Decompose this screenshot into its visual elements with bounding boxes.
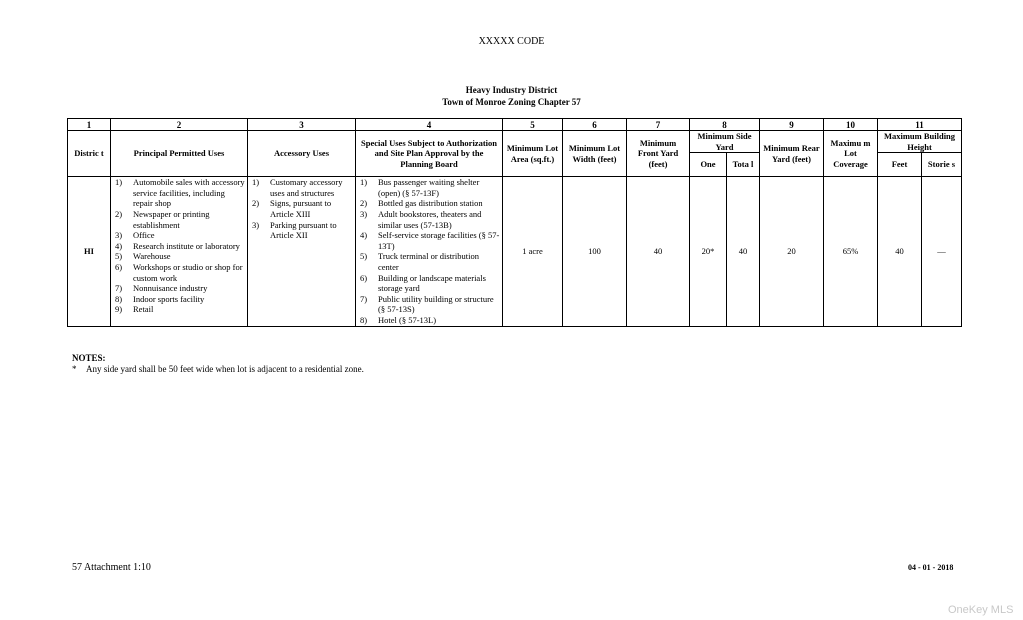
attachment-label: 57 Attachment 1:10 bbox=[72, 562, 151, 573]
header-height-stories: Storie s bbox=[922, 153, 962, 177]
column-number: 5 bbox=[503, 119, 563, 131]
item-text: Newspaper or printing establishment bbox=[133, 208, 210, 230]
header-rear-yard: Minimum Rear Yard (feet) bbox=[760, 131, 824, 177]
note-text: Any side yard shall be 50 feet wide when lot is adjacent to a residential zone. bbox=[86, 364, 364, 374]
item-number: 4) bbox=[115, 240, 123, 251]
list-item bbox=[250, 220, 353, 241]
column-number: 2 bbox=[111, 119, 248, 131]
item-number: 6) bbox=[360, 272, 368, 283]
list-item bbox=[358, 230, 500, 251]
notes-section bbox=[72, 353, 364, 375]
header-building-height: Maximum Building Height bbox=[878, 131, 962, 153]
list-item bbox=[113, 251, 245, 262]
list-item bbox=[358, 273, 500, 294]
item-text: Adult bookstores, theaters and similar uses (57-13B) bbox=[378, 208, 482, 230]
item-text: Nonnuisance industry bbox=[133, 283, 208, 294]
table-subtitle: Town of Monroe Zoning Chapter 57 bbox=[442, 97, 581, 107]
item-number: 8) bbox=[115, 293, 123, 304]
list-item bbox=[358, 251, 500, 272]
column-number: 4 bbox=[356, 119, 503, 131]
list-item bbox=[250, 198, 353, 219]
note-item bbox=[72, 364, 364, 375]
item-number: 2) bbox=[360, 198, 368, 209]
item-number: 1) bbox=[115, 177, 123, 188]
height-stories-cell: — bbox=[922, 177, 962, 326]
header-district: Distric t bbox=[68, 131, 111, 177]
district-cell: HI bbox=[68, 177, 111, 326]
item-number: 9) bbox=[115, 304, 123, 315]
accessory-uses-list bbox=[250, 177, 353, 241]
list-item bbox=[358, 294, 500, 315]
height-feet-cell: 40 bbox=[878, 177, 922, 326]
list-item bbox=[358, 177, 500, 198]
accessory-uses-cell bbox=[248, 177, 356, 326]
table-row bbox=[68, 177, 962, 326]
item-text: Indoor sports facility bbox=[133, 293, 205, 304]
header-side-total: Tota l bbox=[727, 153, 760, 177]
item-text: Building or landscape materials storage yard bbox=[378, 272, 486, 294]
column-number: 8 bbox=[690, 119, 760, 131]
item-text: Office bbox=[133, 230, 155, 241]
item-number: 1) bbox=[252, 177, 260, 188]
list-item bbox=[113, 262, 245, 283]
item-number: 3) bbox=[115, 230, 123, 241]
item-text: Warehouse bbox=[133, 251, 171, 262]
item-text: Public utility building or structure (§ 57-13S) bbox=[378, 293, 494, 315]
notes-heading: NOTES: bbox=[72, 353, 106, 363]
column-number: 9 bbox=[760, 119, 824, 131]
special-uses-cell bbox=[356, 177, 503, 326]
side-yard-total-cell: 40 bbox=[727, 177, 760, 326]
principal-uses-cell bbox=[111, 177, 248, 326]
watermark: OneKey MLS bbox=[948, 604, 1014, 616]
list-item bbox=[113, 230, 245, 241]
header-special-uses: Special Uses Subject to Authorization and Site Plan Approval by the Planning Board bbox=[356, 131, 503, 177]
item-text: Customary accessory uses and structures bbox=[270, 177, 343, 198]
header-accessory-uses: Accessory Uses bbox=[248, 131, 356, 177]
column-number: 10 bbox=[824, 119, 878, 131]
item-number: 7) bbox=[360, 293, 368, 304]
page-header: XXXXX CODE bbox=[478, 36, 545, 47]
footer-date: 04 - 01 - 2018 bbox=[908, 563, 954, 572]
header-lot-width: Minimum Lot Width (feet) bbox=[563, 131, 627, 177]
item-number: 3) bbox=[252, 219, 260, 230]
special-uses-list bbox=[358, 177, 500, 325]
list-item bbox=[358, 209, 500, 230]
principal-uses-list bbox=[113, 177, 245, 315]
header-height-feet: Feet bbox=[878, 153, 922, 177]
list-item bbox=[113, 283, 245, 294]
item-number: 6) bbox=[115, 261, 123, 272]
list-item bbox=[113, 304, 245, 315]
item-text: Bus passenger waiting shelter (open) (§ 57-13F) bbox=[378, 177, 480, 198]
table-title: Heavy Industry District bbox=[465, 85, 558, 95]
list-item bbox=[113, 241, 245, 252]
item-text: Parking pursuant to Article XII bbox=[270, 219, 337, 241]
header-front-yard: Minimum Front Yard (feet) bbox=[627, 131, 690, 177]
list-item bbox=[250, 177, 353, 198]
header-row-top bbox=[68, 131, 962, 153]
item-number: 5) bbox=[115, 251, 123, 262]
item-number: 4) bbox=[360, 230, 368, 241]
list-item bbox=[113, 294, 245, 305]
lot-area-cell: 1 acre bbox=[503, 177, 563, 326]
item-number: 8) bbox=[360, 314, 368, 325]
column-number: 7 bbox=[627, 119, 690, 131]
front-yard-cell: 40 bbox=[627, 177, 690, 326]
column-number: 11 bbox=[878, 119, 962, 131]
item-number: 7) bbox=[115, 283, 123, 294]
item-number: 2) bbox=[252, 198, 260, 209]
list-item bbox=[358, 315, 500, 326]
item-text: Hotel (§ 57-13L) bbox=[378, 314, 437, 325]
item-text: Retail bbox=[133, 304, 154, 315]
note-mark: * bbox=[72, 364, 77, 374]
item-text: Workshops or studio or shop for custom work bbox=[133, 261, 243, 283]
header-side-one: One bbox=[690, 153, 727, 177]
column-number-row bbox=[68, 119, 962, 131]
item-text: Bottled gas distribution station bbox=[378, 198, 483, 209]
lot-coverage-cell: 65% bbox=[824, 177, 878, 326]
header-side-yard: Minimum Side Yard bbox=[690, 131, 760, 153]
lot-width-cell: 100 bbox=[563, 177, 627, 326]
header-principal-uses: Principal Permitted Uses bbox=[111, 131, 248, 177]
header-lot-coverage: Maximu m Lot Coverage bbox=[824, 131, 878, 177]
header-lot-area: Minimum Lot Area (sq.ft.) bbox=[503, 131, 563, 177]
item-number: 5) bbox=[360, 251, 368, 262]
item-text: Self-service storage facilities (§ 57-13T) bbox=[378, 230, 500, 251]
rear-yard-cell: 20 bbox=[760, 177, 824, 326]
item-text: Automobile sales with accessory service facilities, including repair shop bbox=[133, 177, 245, 209]
item-text: Research institute or laboratory bbox=[133, 240, 240, 251]
item-number: 2) bbox=[115, 208, 123, 219]
item-text: Truck terminal or distribution center bbox=[378, 251, 479, 272]
column-number: 1 bbox=[68, 119, 111, 131]
item-number: 3) bbox=[360, 208, 368, 219]
side-yard-one-cell: 20* bbox=[690, 177, 727, 326]
title-block bbox=[0, 84, 1023, 108]
item-number: 1) bbox=[360, 177, 368, 188]
list-item bbox=[358, 198, 500, 209]
list-item bbox=[113, 209, 245, 230]
zoning-table bbox=[67, 118, 962, 327]
column-number: 3 bbox=[248, 119, 356, 131]
column-number: 6 bbox=[563, 119, 627, 131]
list-item bbox=[113, 177, 245, 209]
item-text: Signs, pursuant to Article XIII bbox=[270, 198, 332, 219]
